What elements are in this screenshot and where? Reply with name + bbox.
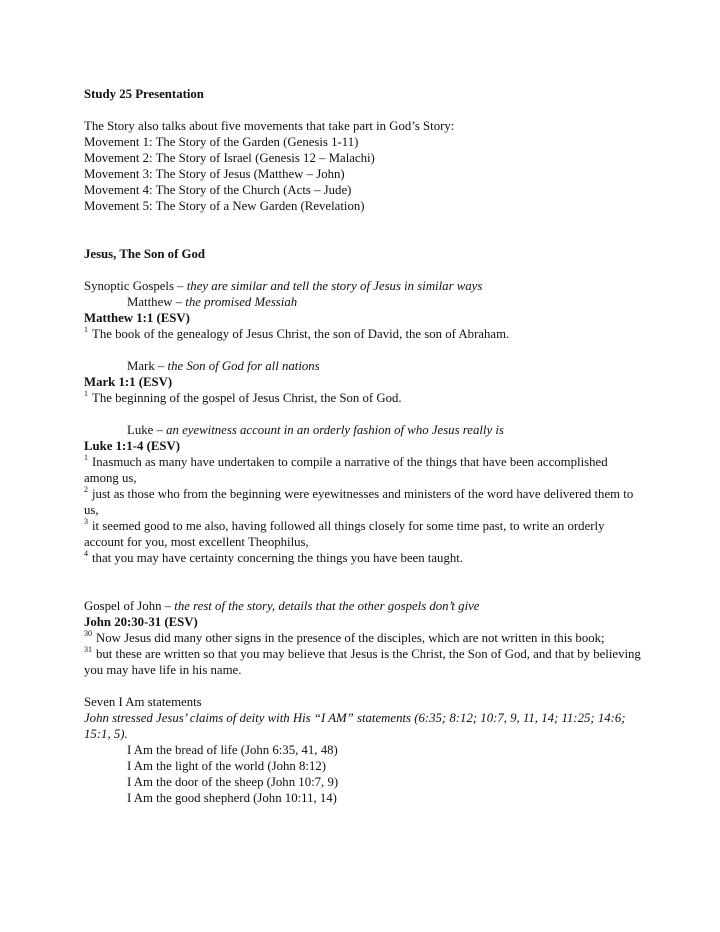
john-reference: John 20:30-31 (ESV): [84, 615, 198, 629]
luke-description: an eyewitness account in an orderly fashion of who Jesus really is: [166, 423, 504, 437]
verse-number: 3: [84, 517, 88, 526]
verse-text: just as those who from the beginning were eyewitnesses and ministers of the word have delivered them to us,: [84, 487, 634, 517]
verse-number: 30: [84, 629, 92, 638]
verse-text: it seemed good to me also, having followed all things closely for some time past, to write an orderly account for you, most excellent Theophilus,: [84, 519, 605, 549]
verse-text: that you may have certainty concerning the things you have been taught.: [92, 551, 463, 565]
mark-label: Mark –: [127, 359, 168, 373]
verse: [84, 390, 644, 406]
mark-description: the Son of God for all nations: [167, 359, 320, 373]
synoptic-line: [84, 278, 644, 294]
document-title: Study 25 Presentation: [84, 87, 204, 101]
movement-item: Movement 5: The Story of a New Garden (Revelation): [84, 199, 365, 213]
movement-item: Movement 3: The Story of Jesus (Matthew – John): [84, 167, 345, 181]
movement-item: Movement 4: The Story of the Church (Acts – Jude): [84, 183, 352, 197]
verse-text: Now Jesus did many other signs in the presence of the disciples, which are not written in this book;: [96, 631, 605, 645]
iam-heading: Seven I Am statements: [84, 695, 202, 709]
verse: [84, 326, 644, 342]
verse-number: 2: [84, 485, 88, 494]
verse: [84, 486, 644, 518]
john-label: Gospel of John –: [84, 599, 175, 613]
verse: [84, 454, 644, 486]
iam-note: John stressed Jesus’ claims of deity with His “I AM” statements (6:35; 8:12; 10:7, 9, 11, 14; 11:25; 14:6; 15:1, 5).: [84, 711, 626, 741]
luke-label: Luke –: [127, 423, 167, 437]
verse-text: The book of the genealogy of Jesus Christ, the son of David, the son of Abraham.: [92, 327, 510, 341]
matthew-line: [84, 294, 644, 310]
mark-line: [84, 358, 644, 374]
verse-number: 4: [84, 549, 88, 558]
iam-item: I Am the light of the world (John 8:12): [127, 759, 327, 773]
movement-item: Movement 1: The Story of the Garden (Genesis 1-11): [84, 135, 359, 149]
verse-text: Inasmuch as many have undertaken to compile a narrative of the things that have been accomplished among us,: [84, 455, 608, 485]
matthew-reference: Matthew 1:1 (ESV): [84, 311, 190, 325]
luke-reference: Luke 1:1-4 (ESV): [84, 439, 180, 453]
mark-reference: Mark 1:1 (ESV): [84, 375, 173, 389]
verse-text: The beginning of the gospel of Jesus Christ, the Son of God.: [92, 391, 402, 405]
verse-number: 1: [84, 453, 88, 462]
verse-number: 1: [84, 325, 88, 334]
verse: [84, 550, 644, 566]
verse-number: 1: [84, 389, 88, 398]
matthew-description: the promised Messiah: [185, 295, 298, 309]
intro-text: The Story also talks about five movements that take part in God’s Story:: [84, 119, 455, 133]
john-line: [84, 598, 644, 614]
iam-item: I Am the bread of life (John 6:35, 41, 48): [127, 743, 338, 757]
synoptic-label: Synoptic Gospels –: [84, 279, 187, 293]
matthew-label: Matthew –: [127, 295, 186, 309]
document-page: [84, 86, 644, 806]
verse: [84, 630, 644, 646]
synoptic-description: they are similar and tell the story of Jesus in similar ways: [186, 279, 483, 293]
section-heading: Jesus, The Son of God: [84, 247, 206, 261]
verse-number: 31: [84, 645, 92, 654]
verse: [84, 518, 644, 550]
verse-text: but these are written so that you may believe that Jesus is the Christ, the Son of God, and that by believing you may have life in his name.: [84, 647, 641, 677]
movement-item: Movement 2: The Story of Israel (Genesis 12 – Malachi): [84, 151, 375, 165]
iam-item: I Am the door of the sheep (John 10:7, 9): [127, 775, 339, 789]
verse: [84, 646, 644, 678]
iam-item: I Am the good shepherd (John 10:11, 14): [127, 791, 337, 805]
luke-line: [84, 422, 644, 438]
john-description: the rest of the story, details that the other gospels don’t give: [174, 599, 480, 613]
